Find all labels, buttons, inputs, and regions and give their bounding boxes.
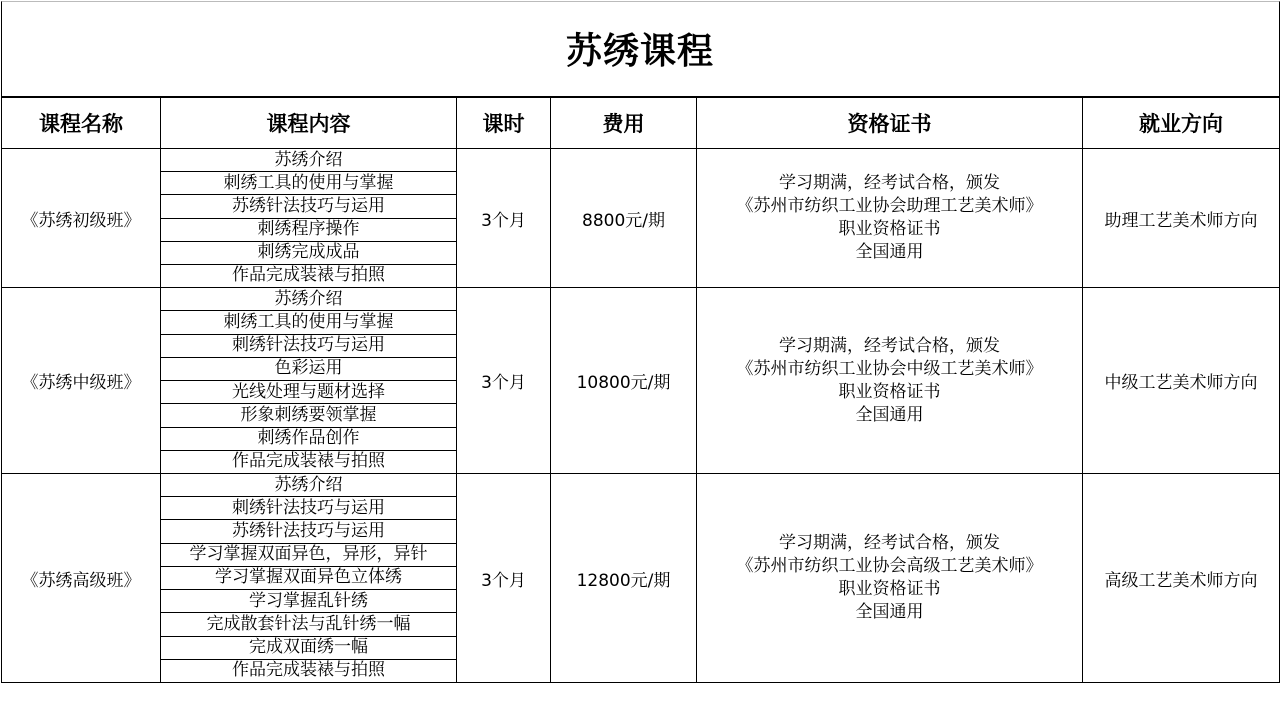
course-name: 《苏绣高级班》 (2, 474, 161, 683)
header-cert: 资格证书 (697, 97, 1083, 149)
content-item: 刺绣针法技巧与运用 (161, 334, 456, 357)
course-table (1, 96, 1280, 683)
course-row-beginner (2, 149, 1280, 288)
cert-line: 《苏州市纺织工业协会中级工艺美术师》 (736, 358, 1043, 379)
cert-line: 全国通用 (855, 242, 924, 262)
cert-line: 学习期满，经考试合格，颁发 (779, 173, 1000, 193)
content-item: 苏绣介绍 (274, 288, 343, 309)
header-career: 就业方向 (1083, 97, 1280, 149)
content-item: 苏绣介绍 (274, 474, 343, 495)
page-title: 苏绣课程 (565, 29, 714, 72)
content-item: 光线处理与题材选择 (161, 380, 456, 403)
content-item: 完成散套针法与乱针绣一幅 (161, 612, 456, 635)
course-hours: 3个月 (457, 474, 551, 683)
course-fee: 8800元/期 (551, 149, 697, 288)
header-name: 课程名称 (2, 97, 161, 149)
content-item: 苏绣针法技巧与运用 (161, 519, 456, 542)
content-item: 刺绣程序操作 (161, 218, 456, 241)
course-name: 《苏绣初级班》 (2, 149, 161, 288)
content-item: 学习掌握乱针绣 (161, 589, 456, 612)
course-hours: 3个月 (457, 288, 551, 474)
cert-line: 职业资格证书 (838, 219, 941, 239)
content-item: 作品完成装裱与拍照 (161, 264, 456, 287)
course-row-advanced (2, 474, 1280, 683)
content-item: 学习掌握双面异色，异形，异针 (161, 543, 456, 566)
content-item: 刺绣作品创作 (161, 427, 456, 450)
course-cert (697, 474, 1083, 683)
cert-line: 《苏州市纺织工业协会助理工艺美术师》 (736, 196, 1043, 216)
course-row-intermediate (2, 288, 1280, 474)
course-career: 中级工艺美术师方向 (1083, 288, 1280, 474)
cert-line: 全国通用 (855, 404, 924, 425)
cert-line: 全国通用 (855, 602, 924, 622)
course-name: 《苏绣中级班》 (2, 288, 161, 474)
cert-line: 学习期满，经考试合格，颁发 (779, 335, 1000, 356)
course-fee: 12800元/期 (551, 474, 697, 683)
cert-line: 职业资格证书 (838, 579, 941, 599)
cert-line: 《苏州市纺织工业协会高级工艺美术师》 (736, 556, 1043, 576)
header-fee: 费用 (551, 97, 697, 149)
course-contents (161, 149, 457, 288)
course-career: 助理工艺美术师方向 (1083, 149, 1280, 288)
course-fee: 10800元/期 (551, 288, 697, 474)
course-cert (697, 288, 1083, 474)
content-item: 形象刺绣要领掌握 (161, 403, 456, 426)
course-cert (697, 149, 1083, 288)
content-item: 学习掌握双面异色立体绣 (161, 566, 456, 589)
header-hours: 课时 (457, 97, 551, 149)
content-item: 刺绣工具的使用与掌握 (161, 310, 456, 333)
content-item: 刺绣完成成品 (161, 241, 456, 264)
header-row (2, 97, 1280, 149)
course-contents (161, 474, 457, 683)
content-item: 色彩运用 (161, 357, 456, 380)
content-item: 苏绣介绍 (274, 149, 343, 170)
cert-line: 学习期满，经考试合格，颁发 (779, 533, 1000, 553)
course-hours: 3个月 (457, 149, 551, 288)
content-item: 完成双面绣一幅 (161, 636, 456, 659)
header-content: 课程内容 (161, 97, 457, 149)
content-item: 作品完成装裱与拍照 (161, 450, 456, 473)
content-item: 作品完成装裱与拍照 (161, 659, 456, 682)
content-item: 刺绣针法技巧与运用 (161, 496, 456, 519)
content-item: 刺绣工具的使用与掌握 (161, 171, 456, 194)
cert-line: 职业资格证书 (838, 381, 941, 402)
content-item: 苏绣针法技巧与运用 (161, 194, 456, 217)
course-contents (161, 288, 457, 474)
course-career: 高级工艺美术师方向 (1083, 474, 1280, 683)
